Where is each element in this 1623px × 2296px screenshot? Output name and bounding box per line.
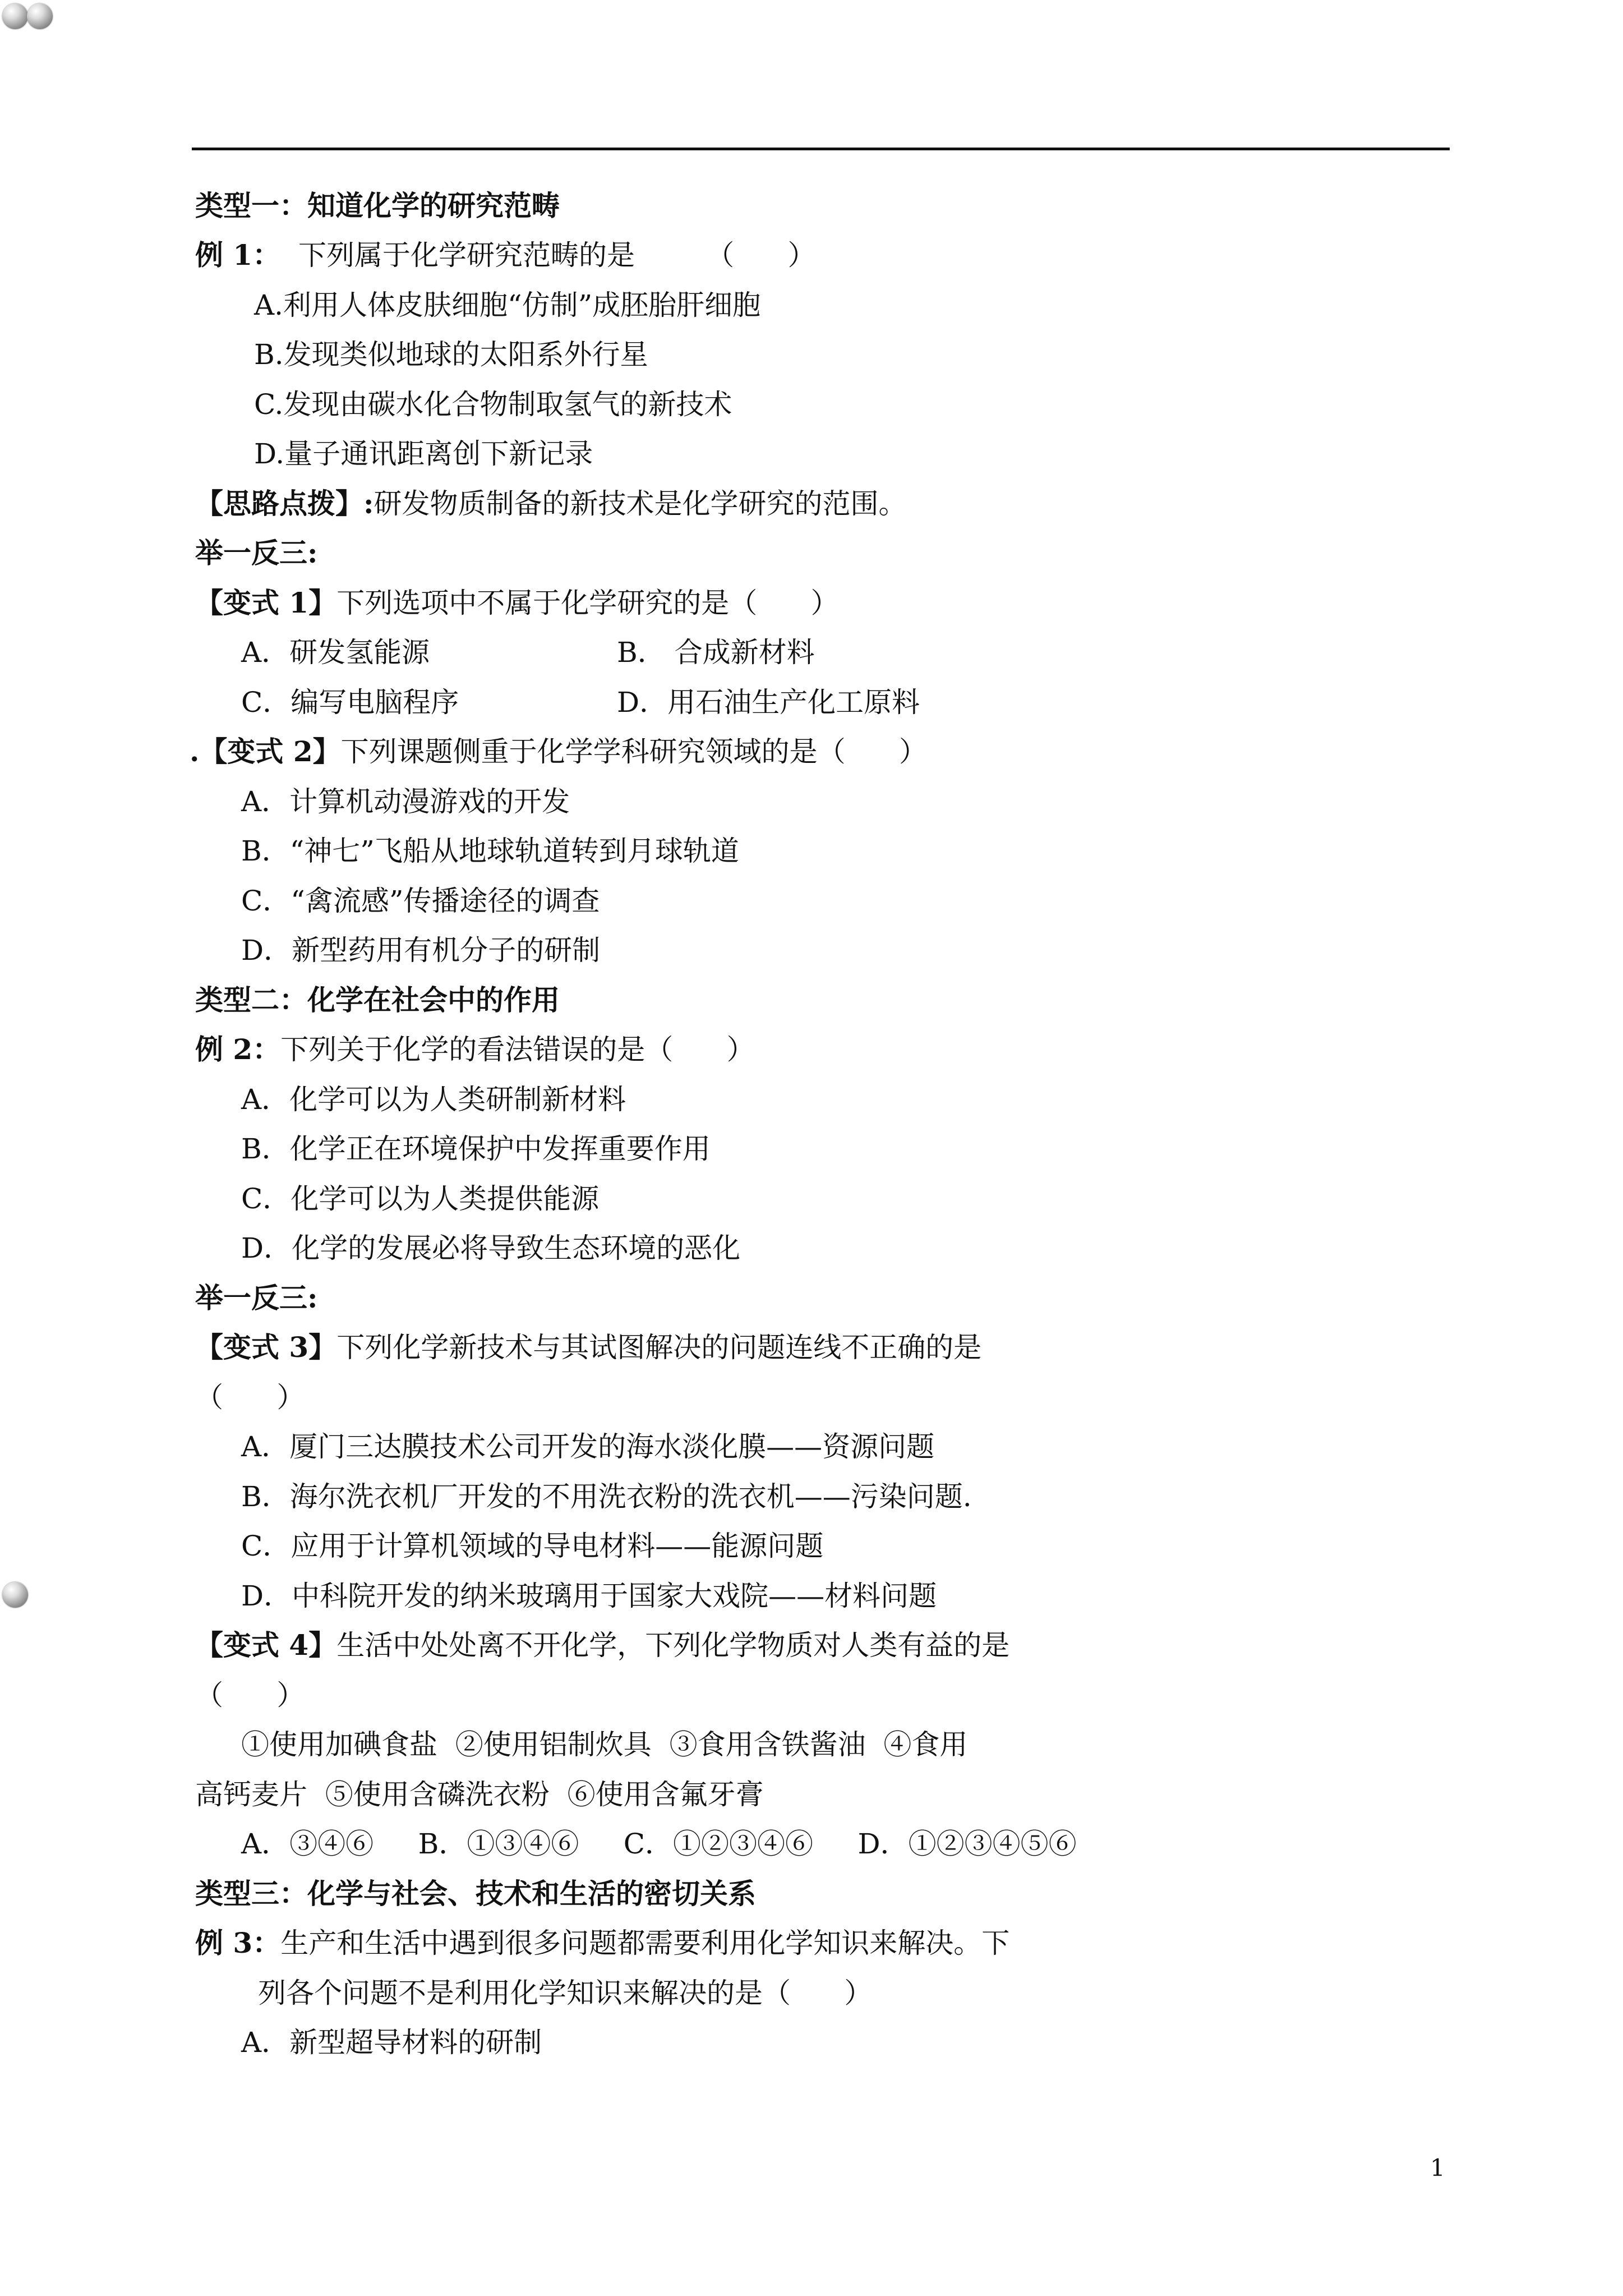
text-line: D.量子通讯距离创下新记录 <box>254 438 593 470</box>
text-line: 类型二：化学在社会中的作用 <box>195 983 560 1016</box>
text-line: A．厦门三达膜技术公司开发的海水淡化膜——资源问题 <box>241 1430 935 1463</box>
text-line: A．化学可以为人类研制新材料 <box>241 1083 626 1116</box>
text-line: 【思路点拨】:研发物质制备的新技术是化学研究的范围。 <box>195 487 907 520</box>
text-line: B．“神七”飞船从地球轨道转到月球轨道 <box>241 835 739 867</box>
header-rule <box>192 148 1450 150</box>
text-line: .【变式 2】下列课题侧重于化学学科研究领域的是（ ） <box>190 735 927 768</box>
text-line: A．计算机动漫游戏的开发 <box>241 785 570 818</box>
text-line: B．化学正在环境保护中发挥重要作用 <box>241 1133 711 1165</box>
text-line: A.利用人体皮肤细胞“仿制”成胚胎肝细胞 <box>254 289 761 321</box>
text-line: D．用石油生产化工原料 <box>617 686 920 719</box>
text-line: 类型三：化学与社会、技术和生活的密切关系 <box>195 1877 756 1910</box>
text-line: A．研发氢能源 <box>241 636 430 669</box>
decorative-sphere-icon <box>2 1582 28 1608</box>
text-line: 【变式 4】生活中处处离不开化学，下列化学物质对人类有益的是 <box>195 1628 1010 1662</box>
text-line: A．新型超导材料的研制 <box>241 2026 542 2059</box>
decorative-sphere-icon <box>2 3 28 29</box>
text-line: D．中科院开发的纳米玻璃用于国家大戏院——材料问题 <box>241 1580 937 1612</box>
text-line: （ ） <box>195 1679 305 1711</box>
text-line: 列各个问题不是利用化学知识来解决的是（ ） <box>258 1977 873 2009</box>
text-line: B． 合成新材料 <box>617 636 815 669</box>
text-line: （ ） <box>195 1381 305 1414</box>
text-line: 高钙麦片 ⑤使用含磷洗衣粉 ⑥使用含氟牙膏 <box>195 1778 764 1811</box>
text-line: 例 2：下列关于化学的看法错误的是（ ） <box>195 1033 755 1066</box>
text-line: C．化学可以为人类提供能源 <box>241 1182 600 1215</box>
text-line: A．③④⑥ B．①③④⑥ C．①②③④⑥ D．①②③④⑤⑥ <box>241 1828 1077 1860</box>
text-line: ①使用加碘食盐 ②使用铝制炊具 ③食用含铁酱油 ④食用 <box>241 1728 968 1761</box>
text-line: 举一反三: <box>195 536 318 569</box>
text-line: C.发现由碳水化合物制取氢气的新技术 <box>254 388 732 421</box>
text-line: C．编写电脑程序 <box>241 686 459 719</box>
text-line: B.发现类似地球的太阳系外行星 <box>254 338 648 371</box>
text-line: 举一反三: <box>195 1281 318 1314</box>
text-line: 【变式 1】下列选项中不属于化学研究的是（ ） <box>195 586 839 619</box>
text-line: 例 3：生产和生活中遇到很多问题都需要利用化学知识来解决。下 <box>195 1926 1010 1959</box>
decorative-sphere-icon <box>27 3 53 29</box>
text-line: B．海尔洗衣机厂开发的不用洗衣粉的洗衣机——污染问题. <box>241 1480 972 1513</box>
text-line: C．“禽流感”传播途径的调查 <box>241 885 600 917</box>
text-line: 例 1： 下列属于化学研究范畴的是 （ ） <box>195 238 816 272</box>
text-line: 类型一：知道化学的研究范畴 <box>195 189 560 222</box>
text-line: 【变式 3】下列化学新技术与其试图解决的问题连线不正确的是 <box>195 1331 982 1364</box>
text-line: D．新型药用有机分子的研制 <box>241 934 601 967</box>
page-number: 1 <box>1430 2154 1445 2182</box>
text-line: C．应用于计算机领域的导电材料——能源问题 <box>241 1530 824 1562</box>
text-line: D．化学的发展必将导致生态环境的恶化 <box>241 1232 741 1264</box>
